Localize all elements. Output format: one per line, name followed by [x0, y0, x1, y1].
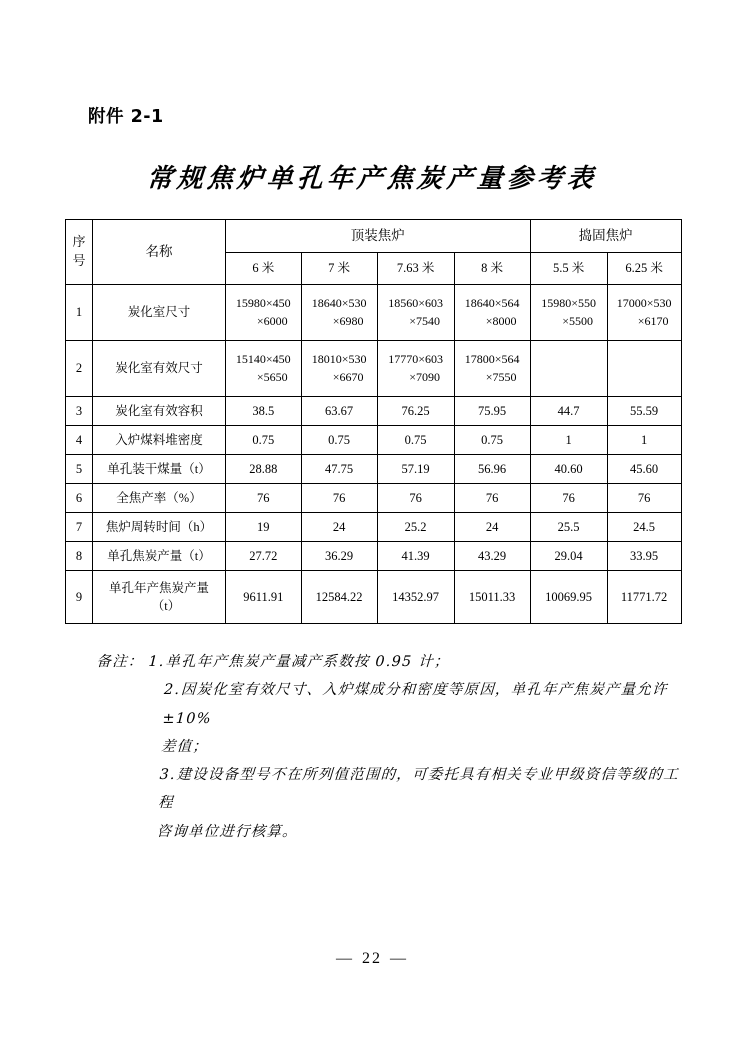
row-cell: 76	[607, 484, 681, 513]
row-cell	[377, 285, 454, 341]
header-subcol-763m: 7.63 米	[377, 253, 454, 285]
row-cell: 24.5	[607, 513, 681, 542]
cell-line2: ×5650	[256, 369, 288, 384]
note-text-continued: 咨询单位进行核算。	[156, 823, 299, 840]
row-cell: 43.29	[454, 542, 530, 571]
header-subcol-625m: 6.25 米	[607, 253, 681, 285]
row-index: 4	[66, 426, 93, 455]
row-cell	[226, 341, 302, 397]
row-cell: 12584.22	[301, 571, 377, 624]
row-cell	[530, 285, 607, 341]
cell-line2: ×6170	[637, 313, 669, 328]
row-cell: 76.25	[377, 397, 454, 426]
header-name: 名称	[93, 220, 226, 285]
cell-line1: 17800×564	[464, 352, 520, 367]
row-index: 7	[66, 513, 93, 542]
row-label: 单孔装干煤量（t）	[93, 455, 226, 484]
row-cell: 25.2	[377, 513, 454, 542]
cell-line2: ×6000	[256, 313, 288, 328]
cell-line2: ×5500	[562, 313, 593, 328]
table-row	[66, 571, 682, 624]
row-cell: 0.75	[226, 426, 302, 455]
row-label: 全焦产率（%）	[93, 484, 226, 513]
row-cell: 1	[530, 426, 607, 455]
header-subcol-8m: 8 米	[454, 253, 530, 285]
row-cell: 24	[454, 513, 530, 542]
note-text: 建设设备型号不在所列值范围的，可委托具有相关专业甲级资信等级的工程	[157, 767, 680, 812]
header-row-groups	[66, 220, 682, 253]
header-index	[66, 220, 93, 285]
cell-line1: 17000×530	[616, 296, 672, 311]
row-cell: 76	[301, 484, 377, 513]
row-cell: 56.96	[454, 455, 530, 484]
row-cell: 25.5	[530, 513, 607, 542]
row-label: 炭化室有效容积	[93, 397, 226, 426]
note-text: 单孔年产焦炭产量减产系数按 0.95 计；	[165, 654, 451, 670]
cell-line1: 18640×564	[464, 296, 520, 311]
row-index: 6	[66, 484, 93, 513]
row-cell: 76	[454, 484, 530, 513]
page-footer	[0, 950, 744, 968]
note-text-continued: 差值；	[160, 738, 209, 755]
row-cell: 29.04	[530, 542, 607, 571]
table-row	[66, 484, 682, 513]
row-cell: 47.75	[301, 455, 377, 484]
cell-line2: ×8000	[485, 313, 517, 328]
note-item-3	[87, 761, 681, 846]
table-row	[66, 285, 682, 341]
cell-line1: 15140×450	[235, 352, 291, 367]
row-cell: 27.72	[226, 542, 302, 571]
cell-line1: 17770×603	[388, 352, 443, 367]
row-cell: 41.39	[377, 542, 454, 571]
row-label: 炭化室有效尺寸	[93, 341, 226, 397]
cell-line2: ×7550	[485, 369, 517, 384]
row-label-line1: 单孔年产焦炭产量	[108, 580, 209, 595]
note-item-1	[96, 648, 687, 676]
row-cell: 76	[530, 484, 607, 513]
row-index: 3	[66, 397, 93, 426]
row-cell	[530, 341, 607, 397]
row-label: 炭化室尺寸	[93, 285, 226, 341]
header-subcol-6m: 6 米	[226, 253, 302, 285]
note-number: 2.	[163, 682, 181, 699]
row-cell: 10069.95	[530, 571, 607, 624]
table-row	[66, 513, 682, 542]
cell-line2: ×6980	[332, 313, 364, 328]
table-header	[66, 220, 682, 285]
notes-block	[87, 648, 687, 846]
row-index: 9	[66, 571, 93, 624]
cell-line1: 18010×530	[311, 352, 367, 367]
row-cell	[454, 285, 530, 341]
header-subcol-55m: 5.5 米	[530, 253, 607, 285]
row-cell: 19	[226, 513, 302, 542]
cell-line1: 18560×603	[388, 296, 443, 311]
row-cell: 0.75	[454, 426, 530, 455]
table-row	[66, 542, 682, 571]
row-cell: 38.5	[226, 397, 302, 426]
row-index: 2	[66, 341, 93, 397]
table-body	[66, 285, 682, 624]
header-subcol-7m: 7 米	[301, 253, 377, 285]
row-cell	[301, 285, 377, 341]
header-index-line1: 序	[72, 234, 86, 250]
row-cell: 63.67	[301, 397, 377, 426]
row-cell: 15011.33	[454, 571, 530, 624]
row-cell: 76	[226, 484, 302, 513]
row-cell: 75.95	[454, 397, 530, 426]
row-cell: 36.29	[301, 542, 377, 571]
note-item-2	[91, 676, 685, 761]
row-cell: 40.60	[530, 455, 607, 484]
row-label-line2: （t）	[151, 599, 181, 613]
header-index-line2: 号	[72, 253, 86, 268]
row-cell: 57.19	[377, 455, 454, 484]
note-line-wrapper	[88, 761, 681, 818]
row-cell: 0.75	[301, 426, 377, 455]
row-cell: 11771.72	[607, 571, 681, 624]
cell-line1: 15980×550	[541, 296, 596, 311]
row-cell: 55.59	[607, 397, 681, 426]
row-label: 入炉煤料堆密度	[93, 426, 226, 455]
row-cell: 24	[301, 513, 377, 542]
row-cell: 1	[607, 426, 681, 455]
header-group-top-charging: 顶装焦炉	[226, 220, 531, 253]
row-index: 5	[66, 455, 93, 484]
row-cell: 9611.91	[226, 571, 302, 624]
row-index: 1	[66, 285, 93, 341]
row-cell: 76	[377, 484, 454, 513]
row-cell: 33.95	[607, 542, 681, 571]
cell-line2: ×7090	[409, 369, 440, 384]
row-cell	[301, 341, 377, 397]
note-text: 因炭化室有效尺寸、入炉煤成分和密度等原因，单孔年产焦炭产量允许±10%	[162, 682, 669, 727]
cell-line2: ×7540	[409, 313, 440, 328]
table-row	[66, 455, 682, 484]
footer-dash-left: —	[336, 950, 354, 967]
cell-line1: 15980×450	[235, 296, 291, 311]
header-group-stamp-charging: 捣固焦炉	[530, 220, 681, 253]
page-title: 常规焦炉单孔年产焦炭产量参考表	[145, 164, 598, 194]
row-cell	[607, 285, 681, 341]
row-cell	[607, 341, 681, 397]
table-row	[66, 397, 682, 426]
attachment-label: 附件 2-1	[88, 107, 164, 127]
note-number: 3.	[159, 767, 177, 784]
row-cell	[454, 341, 530, 397]
table-row	[66, 426, 682, 455]
row-label: 焦炉周转时间（h）	[93, 513, 226, 542]
row-label	[93, 571, 226, 624]
row-cell: 45.60	[607, 455, 681, 484]
page-number: 22	[362, 950, 382, 967]
row-cell: 44.7	[530, 397, 607, 426]
row-cell: 0.75	[377, 426, 454, 455]
row-label: 单孔焦炭产量（t）	[93, 542, 226, 571]
row-cell	[226, 285, 302, 341]
table-row	[66, 341, 682, 397]
row-cell	[377, 341, 454, 397]
cell-line1: 18640×530	[311, 296, 367, 311]
footer-dash-right: —	[390, 950, 408, 967]
notes-lead-label: 备注：	[96, 654, 144, 670]
spec-table-wrapper	[65, 219, 679, 624]
row-cell: 28.88	[226, 455, 302, 484]
note-number: 1.	[148, 654, 166, 670]
coke-oven-spec-table	[65, 219, 682, 624]
row-cell: 14352.97	[377, 571, 454, 624]
note-line-wrapper	[93, 676, 686, 733]
row-index: 8	[66, 542, 93, 571]
cell-line2: ×6670	[332, 369, 364, 384]
